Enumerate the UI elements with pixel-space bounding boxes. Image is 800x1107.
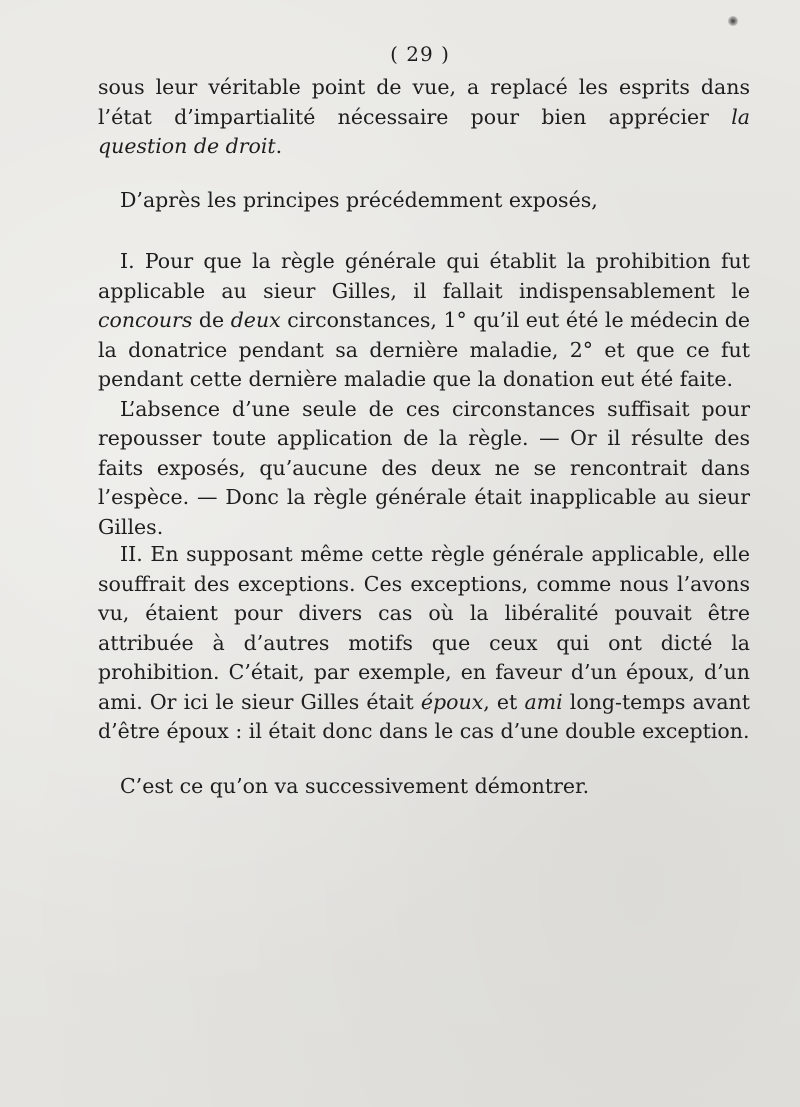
s1-italic-concours: concours [98,308,193,332]
ink-speck [728,16,738,26]
continuation-paragraph [98,73,750,162]
conclusion-text: C’est ce qu’on va successivement démontrer. [120,774,590,798]
s1-text-a: I. Pour que la règle générale qui établit la prohibition fut applicable au sieur Gilles, il fallait indispensablement le [98,249,750,303]
s1-italic-deux: deux [230,308,281,332]
section-one-paragraph-1 [98,247,750,395]
section-one [98,247,750,542]
intro-text: D’après les principes précédemment exposés, [120,188,598,212]
s1-text-c: de [192,308,231,332]
s2-text-a: II. En supposant même cette règle générale applicable, elle souffrait des exceptions. Ces exceptions, comme nous l’avons vu, étaient pour divers cas où la libéralité pouvait être attribuée à d’autres motifs que ceux qui ont dicté la prohibition. C’était, par exemple, en faveur d’un époux, d’un ami. Or ici le sieur Gilles était [98,542,750,714]
s1-text-e: circonstances, 1° qu’il eut été le médecin de la donatrice pendant sa dernière maladie, 2° et que ce fut pendant cette dernière maladie que la donation eut été faite. [98,308,750,391]
page-number: ( 29 ) [390,42,450,66]
s2-italic-ami: ami [524,689,563,714]
conclusion-paragraph [98,772,750,802]
s2-italic-epoux: époux [420,689,484,714]
intro-paragraph [98,186,750,216]
continuation-end: . [275,134,283,158]
section-two [98,540,750,747]
s2-text-e: long-temps avant d’être époux : il était donc dans le cas d’une double exception. [98,689,751,743]
section-two-paragraph [98,540,750,747]
section-one-paragraph-2: L’absence d’une seule de ces circonstances suffisait pour repousser toute application de la règle. — Or il résulte des faits exposés, qu’aucune des deux ne se rencontrait dans l’espèce. — Donc la règle générale était inapplicable au sieur Gilles. [98,396,750,539]
continuation-text: sous leur véritable point de vue, a replacé les esprits dans l’état d’impartialité nécessaire pour bien apprécier [98,75,750,129]
s2-text-c: , et [483,689,525,714]
continuation-italic: la question de droit [98,104,750,158]
